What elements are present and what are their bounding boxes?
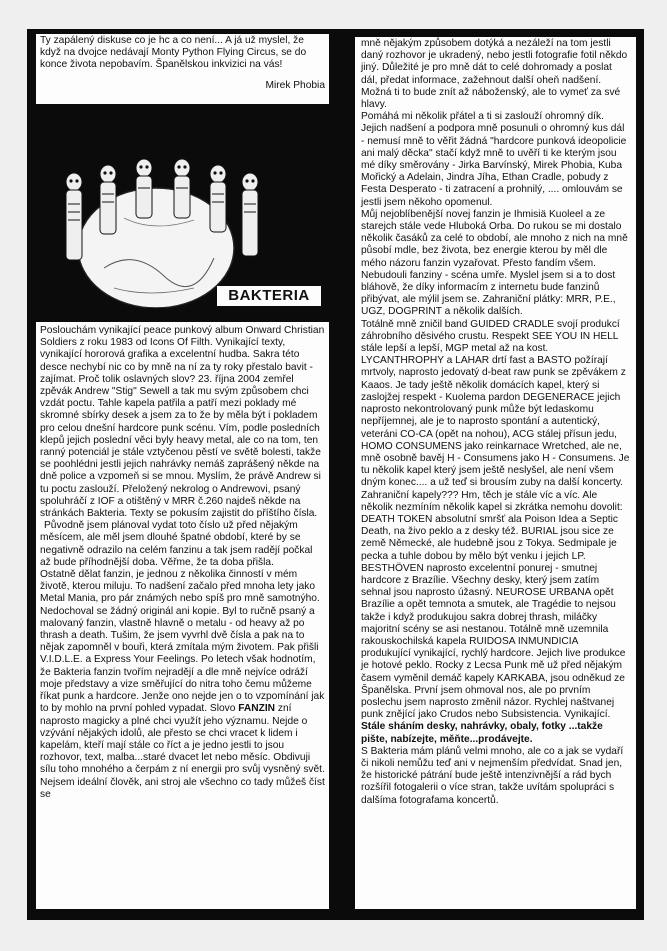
right-paragraph: Totálně mně zničil band GUIDED CRADLE svojí produkcí záhrobního děsivého crustu. Respekt SEE YOU IN HELL stále lepší a lepší, MGP metal až na kost. LYCANTHROPHY a LAHAR drtí fast a BASTO požírají mrtvoly, naprosto jedovatý d-beat raw punk se zpěvákem z Kaaos. Je tady ještě několik domácích kapel, který si zaslojžej respekt - Kuolema pardon DEGENERACE jejich naprosto nekontrolovaný punk může být ledaskomu nepříjemnej, ale je to naprosto spontání a autentický, veteráni CO-CA (opět na nohou), ACG stálej přísun jedu, HOMO CONSUMENS jako reinkarnace Wretched, ale ne, mně osobně bavěj H - Consumens jako H - Consumens. Je tu několik kapel který jsem ještě neslyšel, ale není všem dným konec.... a už teď si brousím zuby na další koncerty. Zahraniční kapely??? Hm, těch je stále víc a víc. Ale několik nezmíním několik kapel si zkrátka nemohu dovolit: DEATH TOKEN absolutní smršť ala Poison Idea a Septic Death, na živo peklo a z desky též. BURIAL jsou sice ze země Německé, ale hudebně jsou z Tokya. Sedmipale je pecka a tuhle dobou by mělo být venku i jejich LP. BESTHÖVEN naprosto excelentní ponurej - smutnej hardcore z Brazílie. Všechny desky, který jsem zatím sehnal jsou naprosto úžasný. NEUROSE URBANA opět Brazílie a opět temnota a smutek, ale Tragédie to nejsou takže i když produkujou sakra dobrej thrash, miláčky majoritní scény se asi nestanou. Totálně mně uzemnila rakouskochilská kapela RUIDOSA INMUNDICIA produkující vynikající, rychlý hardcore. Jejich live produkce je hotové peklo. Rocky z Lecsa Punk mě už před nějakým časem vyměnil demáč kapely KARKABA, jsou odněkud ze Španělska. První jsem ohmoval nos, ale po prvním poslechu jsem naprosto změnil názor. Rychlej naštvanej punk znějící jako Crudos nebo Subsistencia. Vynikající. (361, 318, 630, 721)
right-column (355, 37, 636, 909)
right-bold-call: Stále sháním desky, nahrávky, obaly, fotky ...takže pište, nabízejte, měňte...prodávejte. (361, 721, 603, 745)
right-paragraph: Můj nejoblíbenější novej fanzin je Ihmisiä Kuoleel a ze starejch stále vede Hluboká Orba. Do rukou se mi dostalo několik časáků za celé to období, ale mnoho z nich na mně působí mdle, bez života, bez energie kterou by měl dle mého názoru fanzin vyzařovat. Přesto fandím všem. Nebudouli fanziny - scéna umře. Myslel jsem si a to dost bláhově, že díky informacím z internetu bude fanzinů přibývat, ale mýlil jsem se. Zahraniční plátky: MRR, P.E., UGZ, DOGPRINT a několik dalších. (361, 208, 628, 318)
intro-box (36, 34, 329, 104)
left-paragraph-text: Ostatně dělat fanzin, je jednou z několika činností v mém životě, kterou miluju. To nadšení začalo před mnoha lety jako Metal Mania, pro pár známých nebo spíš pro mně samotnýho. Nedochoval se žádný originál ani kopie. Byl to ručně psaný a malovaný fanzin, vlastně hlavně o metalu - od heavy až po thrash a death. Tušim, že jsem vyvrhl dvě čísla a pak na to nějak zapomněl v bouři, která zmítala mým životem. Pak přišli V.I.D.L.E. a Express Your Feelings. Po letech však hodnotím, že Bakteria fanzin tvořím nejradějí a dle mně nejvíce odráží moje představy a vize směřující do nitra toho čemu můžeme říkat punk a hardcore. Jenže ono nejde jen o to vzpomínání jak to by mohlo na první pohled vypadat. Slovo (40, 569, 325, 715)
fanzin-word: FANZIN (238, 703, 276, 715)
left-paragraph: Původně jsem plánoval vydat toto číslo už před nějakým měsícem, ale měl jsem dlouhé špatné období, které by se negativně odrazilo na celém fanzinu a tak jsem radějí počkal až bude příhodnější doba. Věřme, že ta doba přišla. (40, 520, 313, 568)
intro-signature: Mirek Phobia (265, 79, 325, 91)
intro-text: Ty zapálený diskuse co je hc a co není... A já už myslel, že když na dvojce nedávají Monty Python Flying Circus, se do konce života nepobavím. Španělskou inkvizici na vás! (40, 35, 307, 71)
right-paragraph: mně nějakým způsobem dotýká a nezáleží na tom jestli daný rozhovor je ukradený, nebo jestli fotografie fotil někdo jiný. Důležité je pro mně dát to celé dohromady a poslat dál, předat informace, zažehnout další oheň nadšení. Možná ti to bude znít až náboženský, ale to vymeť za své hlavy. (361, 38, 628, 111)
skeletons-illustration (44, 148, 279, 308)
left-paragraph-text-after: zní naprosto magicky a plné chci využít jeho významu. Nejde o vzývání nějakých idolů, ale přesto se chci vracet k lidem i kapelám, kteří mají stále co říct a je jedno jestli to jsou rozhovor, text, malba...staré dvacet let nebo měsíc. Obdivuji sílu toho mnohého a čerpám z ní energii pro svůj vysněný svět. Nejsem ideální člověk, ani stroj ale všechno co tady můžeš číst se (40, 703, 325, 800)
left-column (36, 322, 329, 909)
left-paragraph (40, 569, 325, 801)
right-paragraph: Pomáhá mi několik přátel a ti si zaslouží ohromný dík. Jejich nadšení a podpora mně posunuli o ohromný kus dál - nemusí mně to věřit žádná "hardcore punková ideopolicie ani malý děcka" stačí když mně to uvěří ti ke kterým jsou mé díky směrovány - Jirka Barvínský, Mirek Phobia, Kuba Mořický a Adelain, Jindra Jíha, Ethan Cradle, pobudy z Festa Desperato - ti zatracení a prohnilý, .... omlouvám se jestli jsem někoho opomenul. (361, 111, 627, 208)
left-paragraph: Poslouchám vynikající peace punkový album Onward Christian Soldiers z roku 1983 od Icons Of Filth. Vynikající texty, vynikající hororová grafika a excelentní hudba. Sakra této desce nechybí nic co by mně na ní za ty roky přestalo bavit - zajímat. Proč tolik oslavných slov? 23. října 2004 zemřel zpěvák Andrew "Stig" Sewell a tak mu svým způsobem chci vzdát poctu. Tahle kapela patřila a patří mezi poklady mé skromné sbírky desek a jsem za to že by měla být i pokladem pro celou dnešní hardcore punk scénu. Vím, podle posledních klepů jejich poslední věci byly heavy metal, ale co na tom, ten ranný potenciál je stále vztyčenou pěstí ve světě bolesti, takže se poohlédni jestli jejich nahrávky nemáš zaprášený někde na dně police a vzpomeň si se mnou. Myslím, že právě Andrew si tu poctu zaslouží. Přeložený nekrolog o Andrewovi, psaný spoluhráčí z IOF a otištěný v MRR č.260 najdeš někde na stránkách Bakteria. Texty se pokusím zajistit do příštího čísla. (40, 325, 325, 520)
right-paragraph: S Bakteria mám plánů velmi mnoho, ale co a jak se vydaří či nikoli nemůžu teď ani v nejmenším předvídat. Snad jen, že historické pátrání bude ještě intenzivnější a rád bych rozšířil fotogalerii o více stran, takže uvítám spolupráci s dalšíma fotografama koncertů. (361, 745, 624, 806)
bakteria-logo: BAKTERIA (217, 286, 321, 306)
